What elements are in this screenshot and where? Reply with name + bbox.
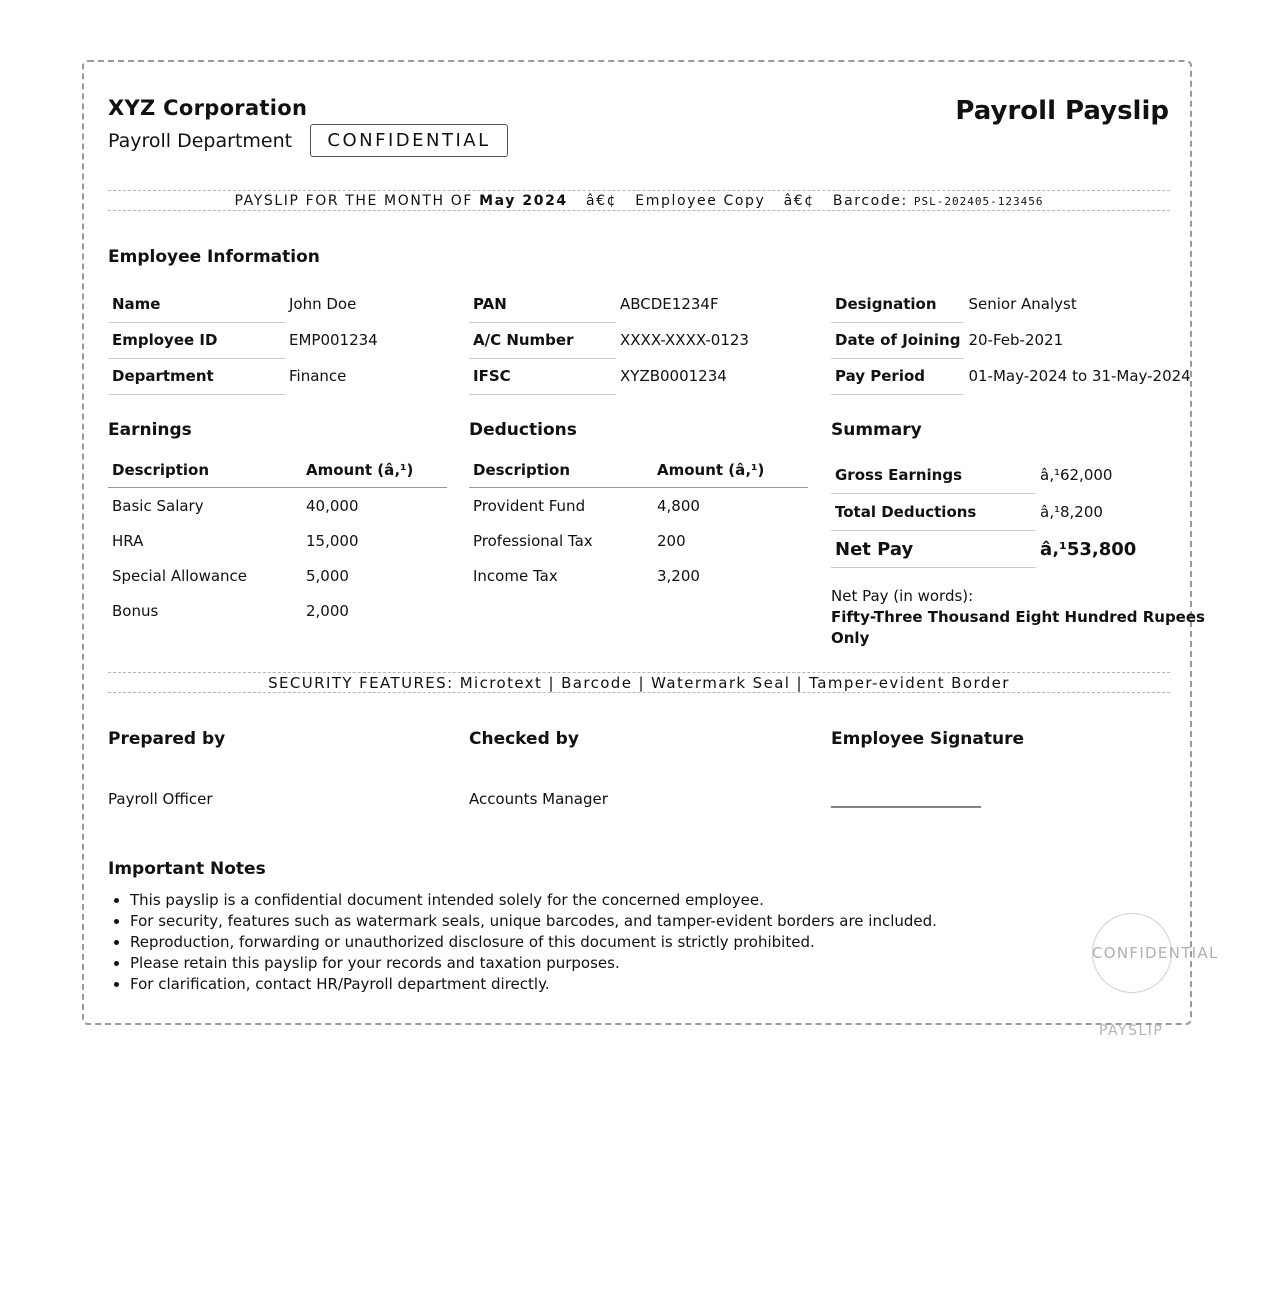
employee-info-col3 [831, 286, 1195, 395]
field-value: John Doe [289, 295, 357, 313]
column-header: Description [108, 452, 302, 488]
separator: â€¢ [783, 193, 815, 209]
field-label: Date of Joining [831, 322, 964, 358]
list-item: • Reproduction, forwarding or unauthorized disclosure of this document is strictly prohibited. [130, 932, 937, 953]
employee-info-heading: Employee Information [108, 247, 320, 267]
deductions-table [469, 452, 808, 593]
department-name: Payroll Department [108, 130, 293, 152]
page-title: Payroll Payslip [955, 96, 1169, 126]
deductions-heading: Deductions [469, 420, 577, 440]
field-label: A/C Number [469, 322, 616, 358]
barcode-value: PSL-202405-123456 [913, 195, 1044, 208]
employee-info-col1 [108, 286, 455, 395]
net-pay-words-line1: Fifty-Three Thousand Eight Hundred Rupees [831, 608, 1205, 626]
confidential-badge: CONFIDENTIAL [310, 124, 508, 157]
gross-earnings-label: Gross Earnings [831, 457, 1036, 494]
earnings-table [108, 452, 447, 628]
security-features-band: SECURITY FEATURES: Microtext | Barcode | Watermark Seal | Tamper-evident Border [108, 672, 1170, 693]
column-header: Description [469, 452, 653, 488]
table-row [831, 531, 1166, 568]
copy-type: Employee Copy [635, 193, 766, 209]
deduction-description: Income Tax [473, 566, 558, 585]
table-row [108, 286, 455, 322]
deduction-amount: 3,200 [657, 566, 700, 585]
table-row [108, 593, 447, 628]
earning-amount: 15,000 [306, 531, 359, 550]
table-row [108, 358, 455, 394]
total-deductions-value: â‚¹8,200 [1040, 503, 1103, 521]
table-row [831, 358, 1195, 394]
table-row [831, 457, 1166, 494]
barcode-label: Barcode: [832, 193, 908, 209]
earning-description: Basic Salary [112, 496, 204, 515]
total-deductions-label: Total Deductions [831, 494, 1036, 531]
table-row [108, 322, 455, 358]
payslip-month-band [108, 190, 1170, 211]
gross-earnings-value: â‚¹62,000 [1040, 466, 1113, 485]
earning-description: Bonus [112, 601, 159, 620]
field-value: XXXX-XXXX-0123 [620, 331, 749, 349]
table-row [108, 488, 447, 524]
deduction-description: Provident Fund [473, 496, 586, 515]
payslip-month: May 2024 [479, 193, 568, 209]
deduction-amount: 4,800 [657, 496, 700, 515]
earning-amount: 2,000 [306, 601, 349, 620]
notes-heading: Important Notes [108, 859, 266, 879]
field-value: EMP001234 [289, 331, 378, 349]
net-pay-label: Net Pay [831, 531, 1036, 568]
company-name: XYZ Corporation [108, 96, 308, 120]
notes-list [108, 890, 937, 995]
list-item: • For clarification, contact HR/Payroll department directly. [130, 974, 937, 995]
table-header-row [108, 452, 447, 488]
table-row [469, 488, 808, 524]
net-pay-value: â‚¹53,800 [1040, 538, 1137, 560]
prepared-by-heading: Prepared by [108, 729, 226, 749]
field-label: Department [108, 358, 285, 394]
net-pay-words-line2: Only [831, 629, 870, 647]
earning-amount: 40,000 [306, 496, 359, 515]
field-value: Senior Analyst [968, 295, 1077, 313]
table-row [831, 494, 1166, 531]
earning-description: Special Allowance [112, 566, 248, 585]
field-value: 01-May-2024 to 31-May-2024 [968, 367, 1191, 385]
signature-line: ____________________ [831, 790, 981, 808]
table-row [831, 322, 1195, 358]
separator: â€¢ [585, 193, 618, 209]
month-prefix: PAYSLIP FOR THE MONTH OF [234, 193, 473, 209]
table-row [469, 558, 808, 593]
field-label: Designation [831, 286, 964, 322]
table-row [108, 558, 447, 593]
table-row [469, 358, 806, 394]
field-label: Name [108, 286, 285, 322]
field-value: ABCDE1234F [620, 295, 719, 313]
field-value: XYZB0001234 [620, 367, 727, 385]
list-item: • For security, features such as watermark seals, unique barcodes, and tamper-evident borders are included. [130, 911, 937, 932]
field-label: Employee ID [108, 322, 285, 358]
column-header: Amount (â‚¹) [653, 452, 808, 488]
employee-signature-heading: Employee Signature [831, 729, 1025, 749]
list-item: • Please retain this payslip for your records and taxation purposes. [130, 953, 937, 974]
earning-amount: 5,000 [306, 566, 349, 585]
prepared-by-name: Payroll Officer [108, 790, 213, 808]
table-row [108, 523, 447, 558]
summary-table [831, 457, 1166, 568]
field-label: Pay Period [831, 358, 964, 394]
field-value: Finance [289, 367, 347, 385]
earnings-heading: Earnings [108, 420, 192, 440]
net-pay-words-label: Net Pay (in words): [831, 587, 974, 605]
watermark-seal-subtext: PAYSLIP [1099, 1023, 1164, 1039]
list-item: • This payslip is a confidential document intended solely for the concerned employee. [130, 890, 937, 911]
table-row [469, 286, 806, 322]
field-value: 20-Feb-2021 [968, 331, 1064, 349]
field-label: IFSC [469, 358, 616, 394]
field-label: PAN [469, 286, 616, 322]
table-header-row [469, 452, 808, 488]
table-row [831, 286, 1195, 322]
checked-by-name: Accounts Manager [469, 790, 608, 808]
table-row [469, 322, 806, 358]
deduction-description: Professional Tax [473, 531, 593, 550]
table-row [469, 523, 808, 558]
summary-heading: Summary [831, 420, 922, 440]
watermark-seal-text: CONFIDENTIAL [1092, 944, 1219, 962]
earning-description: HRA [112, 531, 144, 550]
employee-info-col2 [469, 286, 806, 395]
column-header: Amount (â‚¹) [302, 452, 447, 488]
checked-by-heading: Checked by [469, 729, 579, 749]
deduction-amount: 200 [657, 531, 686, 550]
